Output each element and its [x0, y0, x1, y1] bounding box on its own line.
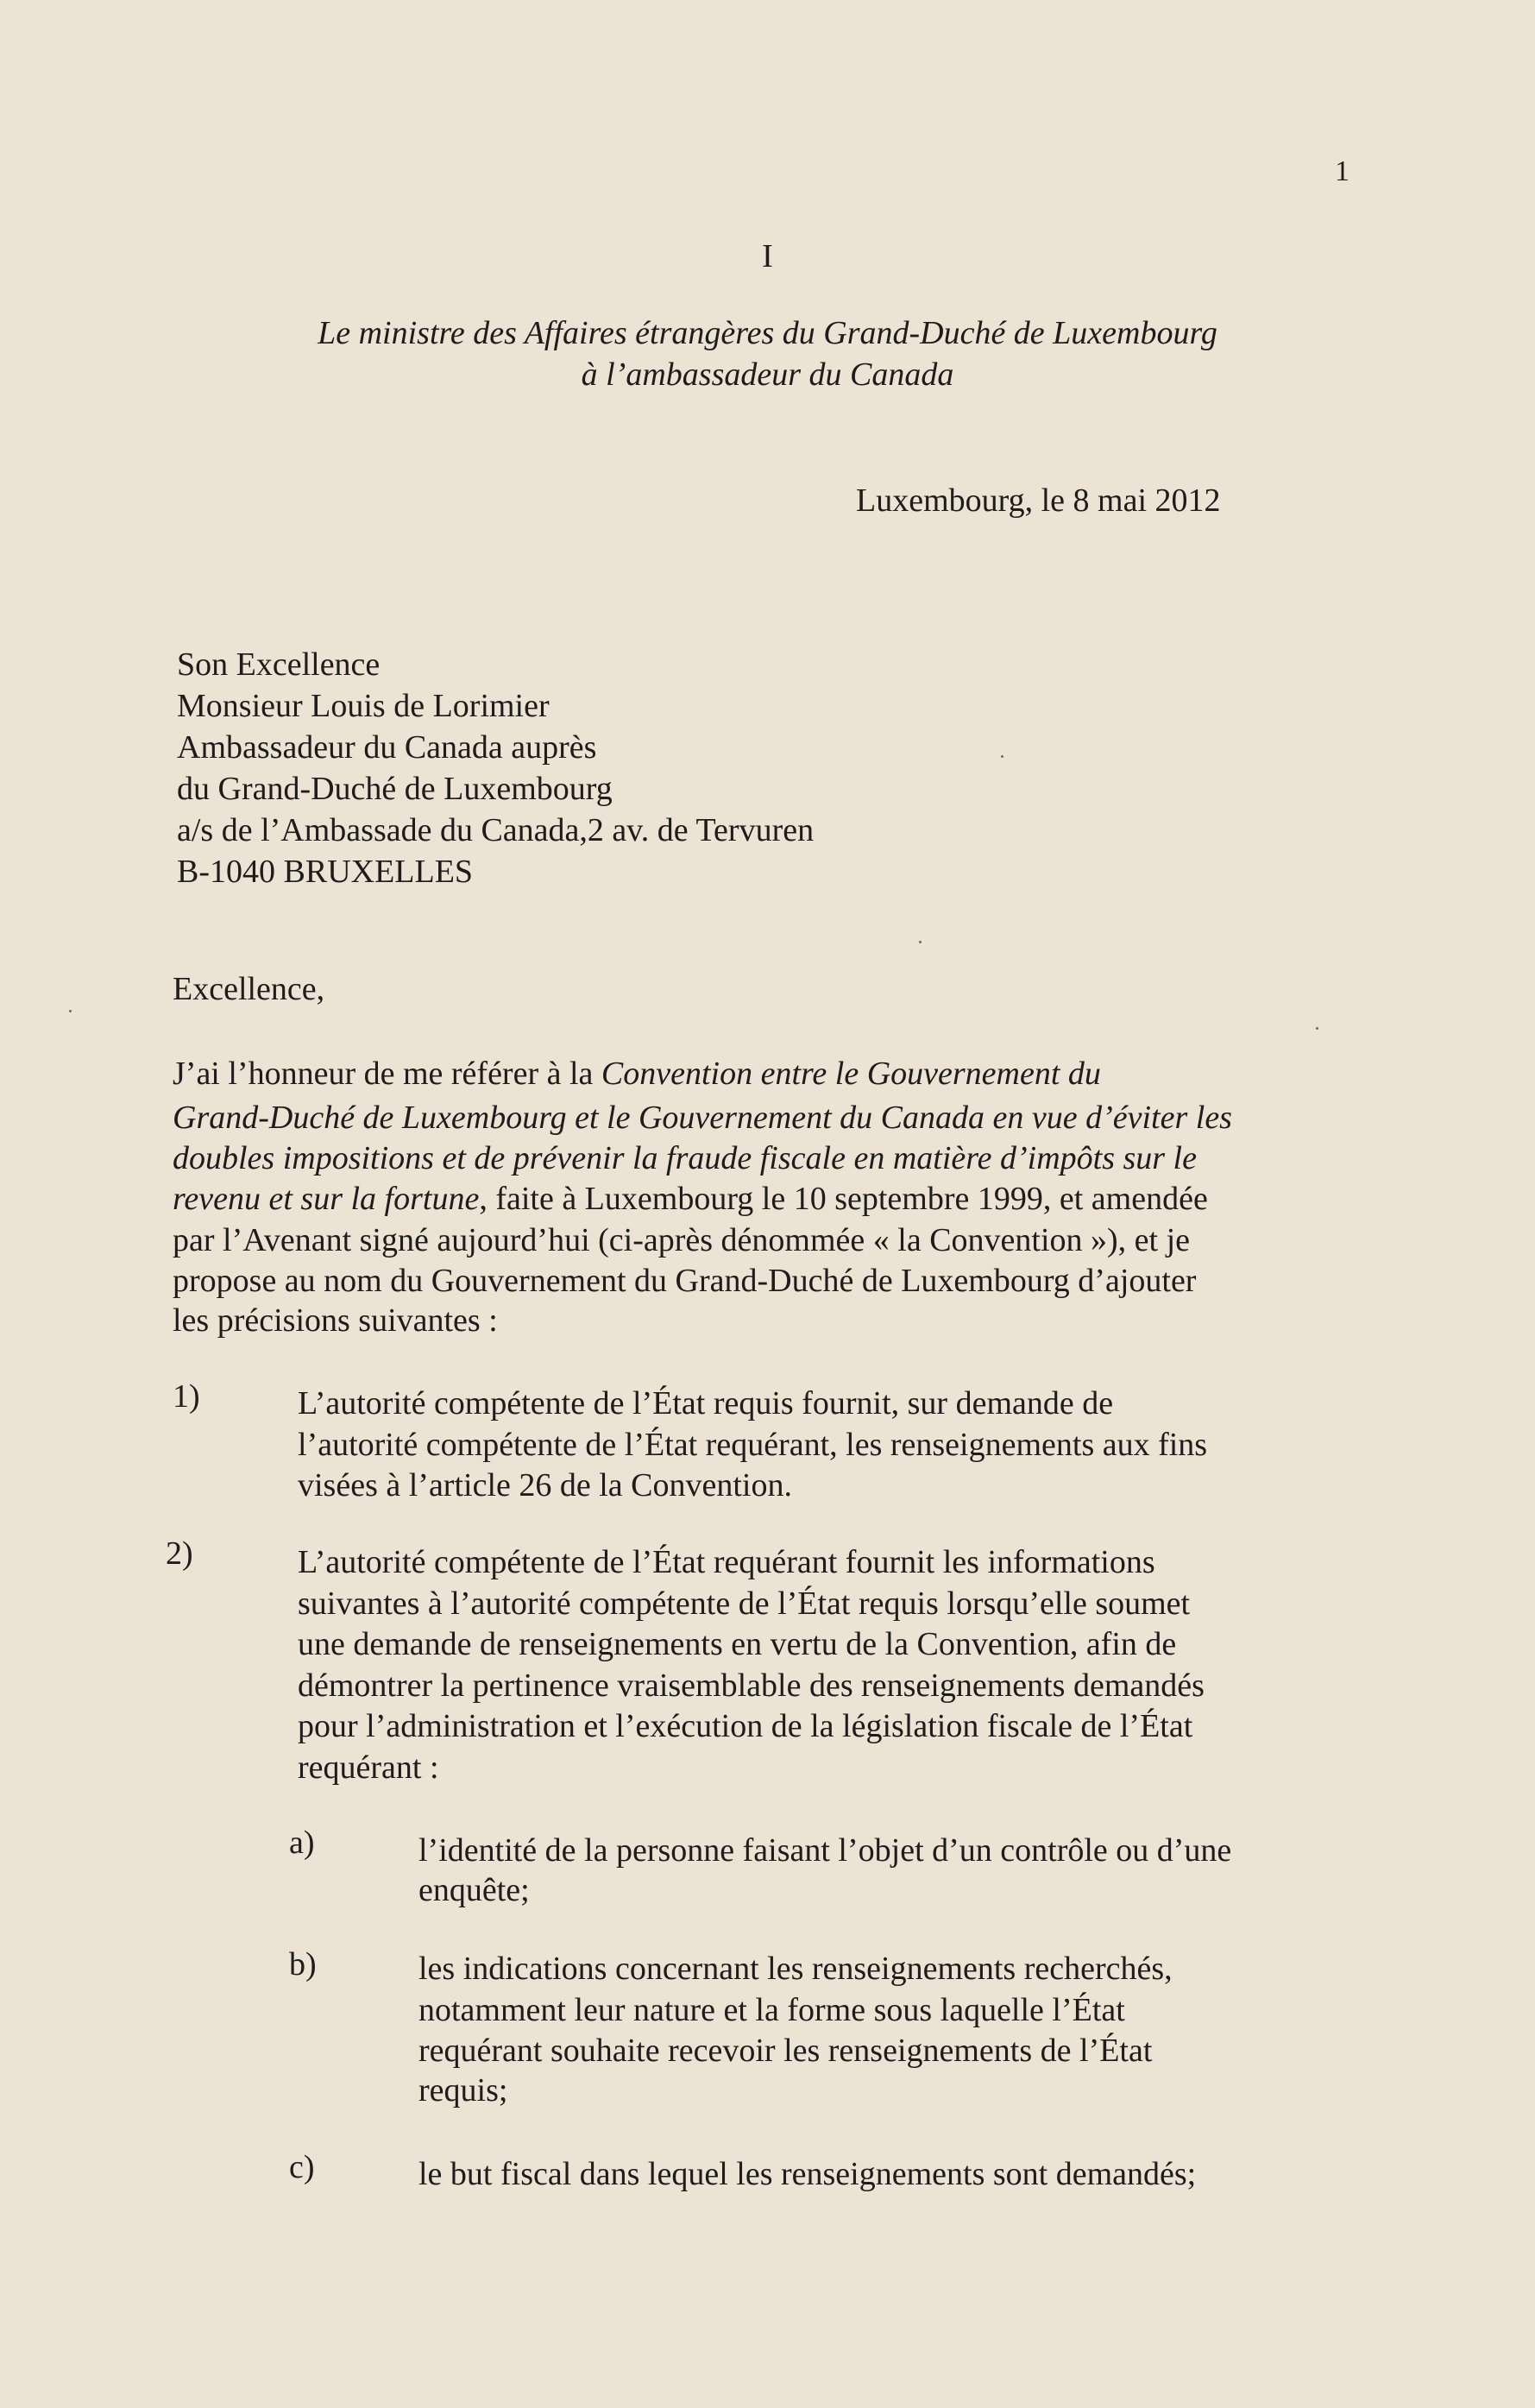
item-line: une demande de renseignements en vertu de la Convention, afin de	[298, 1626, 1177, 1662]
item-label: 1)	[173, 1378, 200, 1415]
paper-speck	[1001, 755, 1003, 758]
item-line: suivantes à l’autorité compétente de l’État requis lorsqu’elle soumet	[298, 1585, 1191, 1622]
paper-speck	[919, 941, 922, 943]
sub-item-line: l’identité de la personne faisant l’objet d’un contrôle ou d’une	[418, 1832, 1232, 1869]
sub-item-label: a)	[289, 1825, 315, 1861]
address-line: Monsieur Louis de Lorimier	[177, 688, 550, 724]
item-line: requérant :	[298, 1749, 439, 1786]
sub-item-label: b)	[289, 1946, 317, 1983]
sub-item-line: les indications concernant les renseignements recherchés,	[418, 1951, 1173, 1987]
address-line: du Grand-Duché de Luxembourg	[177, 771, 613, 807]
item-line: L’autorité compétente de l’État requérant fournit les informations	[298, 1544, 1155, 1580]
sub-item-line: notamment leur nature et la forme sous laquelle l’État	[418, 1992, 1125, 2028]
paper-speck	[69, 1010, 72, 1012]
paragraph-text: J’ai l’honneur de me référer à la	[173, 1056, 601, 1092]
paper-speck	[1316, 1027, 1318, 1030]
address-line: B-1040 BRUXELLES	[177, 854, 474, 890]
heading-line-2: à l’ambassadeur du Canada	[581, 356, 954, 393]
address-line: Son Excellence	[177, 646, 381, 683]
heading-line-1: Le ministre des Affaires étrangères du Grand-Duché de Luxembourg	[318, 315, 1217, 351]
section-number: I	[762, 238, 773, 274]
paragraph-line: propose au nom du Gouvernement du Grand-Duché de Luxembourg d’ajouter	[173, 1263, 1197, 1299]
sub-item-line: requérant souhaite recevoir les renseignements de l’État	[418, 2033, 1153, 2069]
item-line: L’autorité compétente de l’État requis fournit, sur demande de	[298, 1385, 1114, 1421]
convention-title-line: Grand-Duché de Luxembourg et le Gouvernement du Canada en vue d’éviter les	[173, 1100, 1232, 1136]
convention-title-text: Convention entre le Gouvernement du	[601, 1056, 1101, 1092]
address-line: a/s de l’Ambassade du Canada,2 av. de Tervuren	[177, 812, 815, 848]
paragraph-line	[173, 1180, 1208, 1218]
sub-item-line: requis;	[418, 2072, 508, 2109]
paragraph-line: les précisions suivantes :	[173, 1302, 498, 1339]
sub-item-label: c)	[289, 2149, 315, 2185]
convention-title-text: revenu et sur la fortune	[173, 1181, 480, 1217]
paragraph-line: par l’Avenant signé aujourd’hui (ci-après dénommée « la Convention »), et je	[173, 1222, 1191, 1258]
address-line: Ambassadeur du Canada auprès	[177, 729, 597, 766]
convention-title-line: doubles impositions et de prévenir la fraude fiscale en matière d’impôts sur le	[173, 1140, 1197, 1176]
item-line: pour l’administration et l’exécution de la législation fiscale de l’État	[298, 1708, 1193, 1744]
sub-item-line: le but fiscal dans lequel les renseignements sont demandés;	[418, 2156, 1197, 2192]
item-label: 2)	[166, 1535, 193, 1572]
sub-item-line: enquête;	[418, 1872, 530, 1908]
item-line: l’autorité compétente de l’État requérant, les renseignements aux fins	[298, 1427, 1208, 1463]
paragraph-line	[173, 1055, 1101, 1093]
item-line: visées à l’article 26 de la Convention.	[298, 1467, 792, 1503]
page-number: 1	[1335, 155, 1349, 187]
item-line: démontrer la pertinence vraisemblable des renseignements demandés	[298, 1667, 1205, 1704]
salutation: Excellence,	[173, 971, 325, 1007]
date-line: Luxembourg, le 8 mai 2012	[856, 482, 1221, 519]
paragraph-text: , faite à Luxembourg le 10 septembre 1999, et amendée	[479, 1181, 1208, 1217]
